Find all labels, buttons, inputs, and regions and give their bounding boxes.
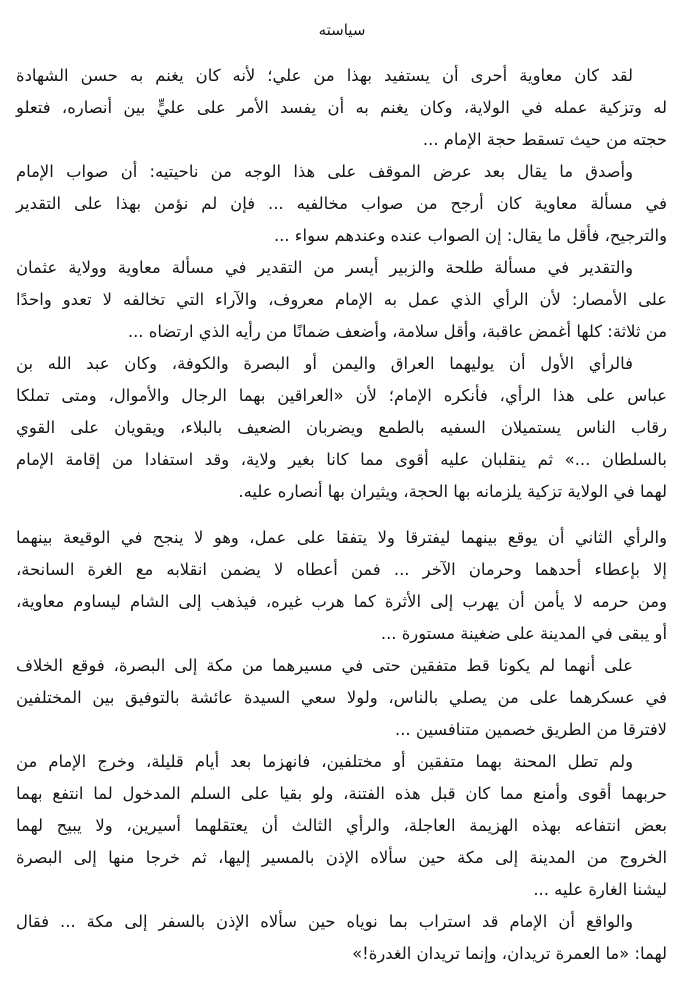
text-line: بعض انتفاعه بهذه الهزيمة العاجلة، والرأي الثالث أن يعتقلهما أسيرين، ولا يبيح لهما: [16, 816, 667, 835]
text-line: حجته من حيث تسقط حجة الإمام ...: [422, 130, 667, 149]
text-line: حربهما أقوى وأمنع مما كان قبل هذه الفتنة، ولو بقيا على السلم المدخول لما انتفع بهما: [16, 784, 667, 803]
text-line: والترجيح، فأقل ما يقال: إن الصواب عنده وعندهم سواء ...: [273, 226, 667, 245]
text-line: لهما: «ما العمرة تريدان، وإنما تريدان الغدرة!»: [352, 944, 667, 963]
paragraph: [16, 252, 667, 348]
text-line: ومن حرمه لا يأمن أن يهرب إلى الأثرة كما هرب غيره، فيذهب إلى الشام ليساوم معاوية،: [16, 592, 667, 611]
text-line: من ثلاثة: كلها أغمض عاقبة، وأقل سلامة، وأضعف ضمانًا من رأيه الذي ارتضاه ...: [127, 322, 667, 341]
text-line: إلا بإعطاء أحدهما وحرمان الآخر ... فمن أعطاه لا يضمن انقلابه مع الغرة السانحة،: [16, 560, 667, 579]
text-line: على الأمصار: لأن الرأي الذي عمل به الإمام معروف، والآراء التي تخالفه لا تعدو واحدًا: [16, 290, 667, 309]
text-line: رقاب الناس يستميلان السفيه بالطمع ويضربان الضعيف بالبلاء، ويقويان على القوي: [16, 418, 667, 437]
text-line: في مسألة معاوية كان أرجح من صواب مخالفيه ... فإن لم نؤمن بهذا على التقدير: [16, 194, 667, 213]
text-line: لقد كان معاوية أحرى أن يستفيد بهذا من علي؛ لأنه كان يغنم به حسن الشهادة: [16, 66, 633, 85]
text-line: ولم تطل المحنة بهما متفقين أو مختلفين، فانهزما بعد أيام قليلة، وخرج الإمام من: [16, 752, 633, 771]
text-line: ليشنا الغارة عليه ...: [533, 880, 667, 899]
paragraph: [16, 650, 667, 746]
text-line: أو يبقى في المدينة على ضغينة مستورة ...: [380, 624, 667, 643]
text-line: الخروج من المدينة إلى مكة حين سألاه الإذن بالمسير إليها، ثم خرجا منها إلى البصرة: [16, 848, 667, 867]
paragraph: [16, 746, 667, 906]
running-header: سياسته: [318, 21, 366, 39]
text-line: في عسكرهما على من يصلي بالناس، ولولا سعي السيدة عائشة بالتوفيق بين المختلفين: [16, 688, 667, 707]
paragraph: [16, 156, 667, 252]
page-body: [16, 60, 667, 970]
text-line: فالرأي الأول أن يوليهما العراق واليمن أو البصرة والكوفة، وكان عبد الله بن: [16, 354, 633, 373]
text-line: عباس على هذا الرأي، فأنكره الإمام؛ لأن «العراقين بهما الرجال والأموال، ومتى تملكا: [16, 386, 667, 405]
text-line: والتقدير في مسألة طلحة والزبير أيسر من التقدير في مسألة معاوية وولاية عثمان: [16, 258, 633, 277]
paragraph: [16, 906, 667, 970]
text-line: على أنهما لم يكونا قط متفقين حتى في مسيرهما من مكة إلى البصرة، فوقع الخلاف: [16, 656, 633, 675]
text-line: والواقع أن الإمام قد استراب بما نوياه حين سألاه الإذن بالسفر إلى مكة ... فقال: [16, 912, 633, 931]
text-line: لهما في الولاية تزكية يلزمانه بها الحجة، ويثيران بها أنصاره عليه.: [238, 482, 667, 501]
paragraph: [16, 60, 667, 156]
text-line: والرأي الثاني أن يوقع بينهما ليفترقا ولا يتفقا على عمل، وهو لا ينجح في الوقيعة بينهما: [16, 528, 667, 547]
text-line: بالسلطان ...» ثم ينقلبان عليه أقوى مما كانا بغير ولاية، وقد استفادا من إقامة الإمام: [16, 450, 667, 469]
paragraph: [16, 522, 667, 650]
text-line: وأصدق ما يقال بعد عرض الموقف على هذا الوجه من ناحيتيه: أن صواب الإمام: [16, 162, 633, 181]
paragraph: [16, 348, 667, 508]
text-line: له وتزكية عمله في الولاية، وكان يغنم به أن يفسد الأمر على عليٍّ بين أنصاره، فتعلو: [16, 98, 667, 117]
text-line: لافترقا من الطريق خصمين متنافسين ...: [395, 720, 667, 739]
section-spacer: [16, 508, 667, 522]
